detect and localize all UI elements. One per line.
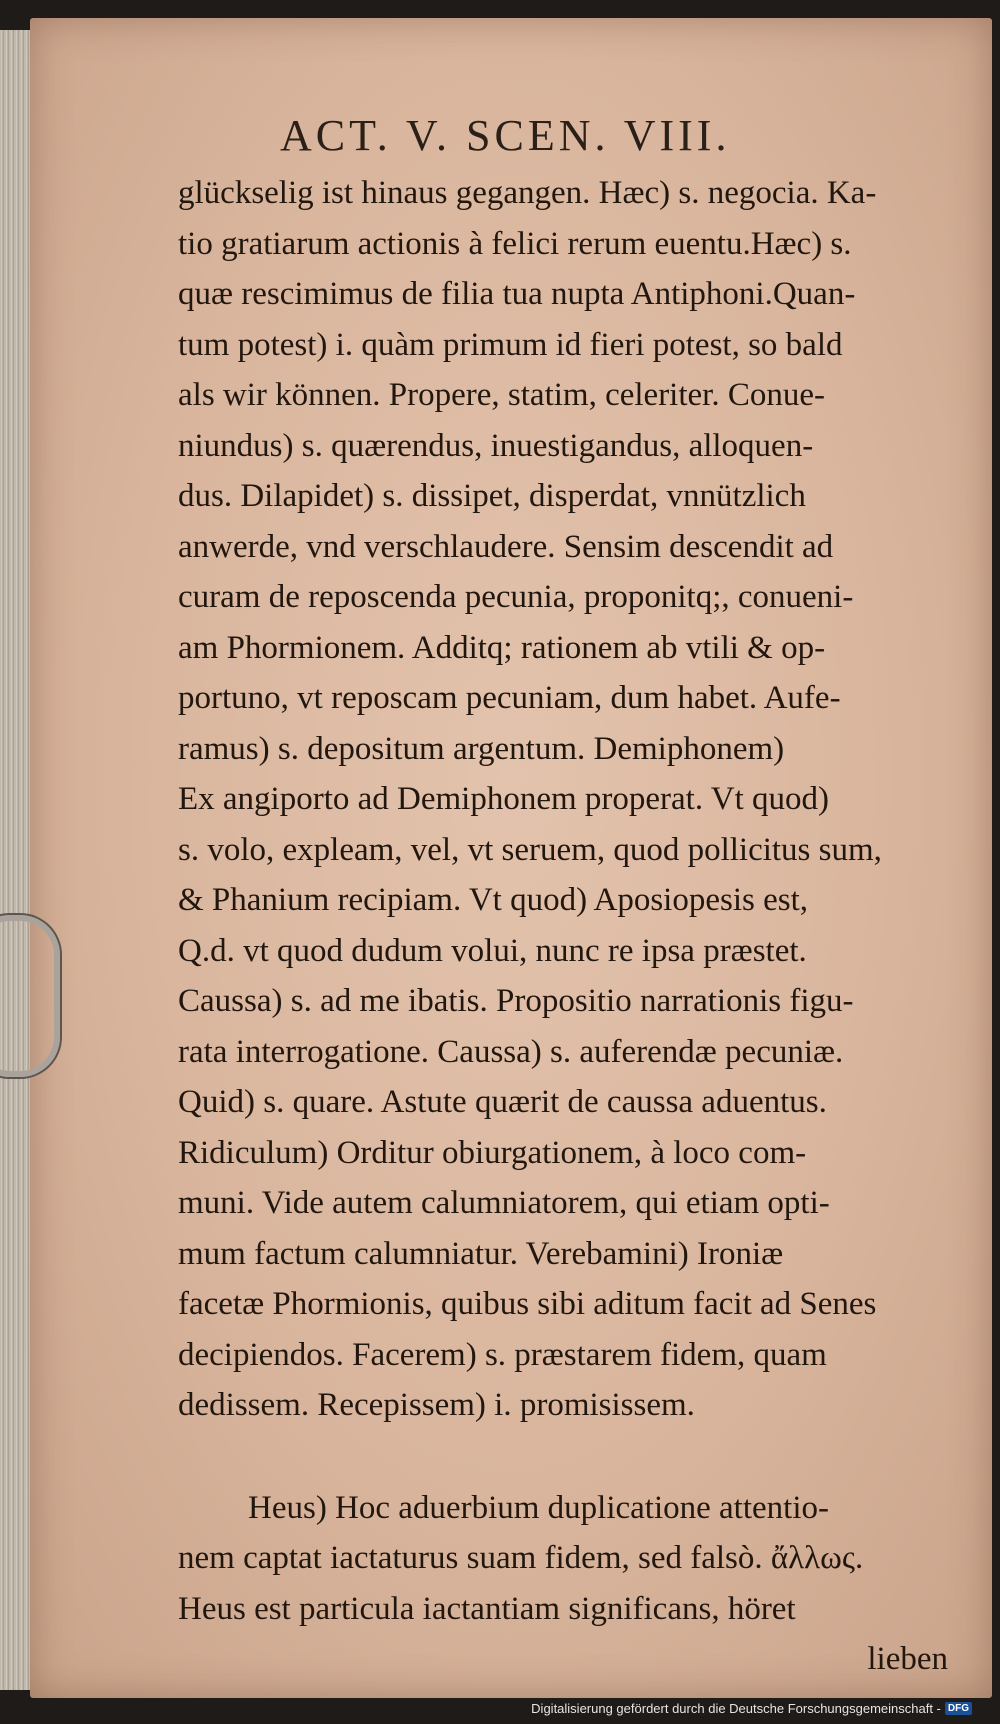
text-line: Q.d. vt quod dudum volui, nunc re ipsa præstet. [178, 932, 807, 969]
text-line: portuno, vt reposcam pecuniam, dum habet. Aufe- [178, 680, 841, 716]
text-line: rata interrogatione. Caussa) s. auferendæ pecuniæ. [178, 1033, 844, 1070]
text-line: niundus) s. quærendus, inuestigandus, alloquen- [178, 427, 814, 464]
text-line: glückselig ist hinaus gegangen. Hæc) s. negocia. Ka- [178, 175, 877, 211]
text-line: tum potest) i. quàm primum id fieri potest, so bald [178, 326, 843, 363]
text-line: nem captat iactaturus suam fidem, sed falsò. ἄλλως. [178, 1540, 864, 1576]
text-line: curam de reposcenda pecunia, proponitq;, conueni- [178, 579, 854, 615]
text-line: & Phanium recipiam. Vt quod) Aposiopesis est, [178, 882, 809, 918]
dfg-logo-icon: DFG [945, 1702, 972, 1715]
text-line: Ex angiporto ad Demiphonem properat. Vt quod) [178, 781, 829, 817]
text-line: facetæ Phormionis, quibus sibi aditum facit ad Senes [178, 1286, 877, 1322]
text-line: Heus) Hoc aduerbium duplicatione attentio- [248, 1489, 829, 1526]
text-line: Caussa) s. ad me ibatis. Propositio narrationis figu- [178, 983, 854, 1019]
text-line: dus. Dilapidet) s. dissipet, disperdat, vnnützlich [178, 478, 806, 514]
commentary-text [178, 168, 948, 1685]
text-line: mum factum calumniatur. Verebamini) Ironiæ [178, 1235, 784, 1272]
text-line: s. volo, expleam, vel, vt seruem, quod pollicitus sum, [178, 831, 882, 868]
text-line: ramus) s. depositum argentum. Demiphonem) [178, 730, 785, 767]
text-line: als wir können. Propere, statim, celeriter. Conue- [178, 377, 825, 413]
digitization-credit [531, 1701, 972, 1716]
text-line: dedissem. Recepissem) i. promisissem. [178, 1387, 695, 1423]
text-line: decipiendos. Facerem) s. præstarem fidem, quam [178, 1336, 827, 1373]
text-line: quæ rescimimus de filia tua nupta Antiphoni.Quan- [178, 276, 856, 312]
text-line: anwerde, vnd verschlaudere. Sensim descendit ad [178, 528, 834, 565]
text-line: am Phormionem. Additq; rationem ab vtili & op- [178, 629, 826, 666]
text-line: Heus est particula iactantiam significans, höret [178, 1590, 796, 1627]
paragraph-gap [178, 1431, 948, 1483]
text-line: Quid) s. quare. Astute quærit de caussa aduentus. [178, 1084, 827, 1120]
text-line: muni. Vide autem calumniatorem, qui etiam opti- [178, 1185, 830, 1221]
text-line: tio gratiarum actionis à felici rerum euentu.Hæc) s. [178, 225, 852, 262]
catchword: lieben [867, 1641, 948, 1677]
running-head: ACT. V. SCEN. VIII. [280, 111, 731, 160]
credit-text: Digitalisierung gefördert durch die Deutsche Forschungsgemeinschaft - [531, 1701, 941, 1716]
text-line: Ridiculum) Orditur obiurgationem, à loco com- [178, 1134, 807, 1171]
bookmark-ribbon [0, 915, 60, 1077]
